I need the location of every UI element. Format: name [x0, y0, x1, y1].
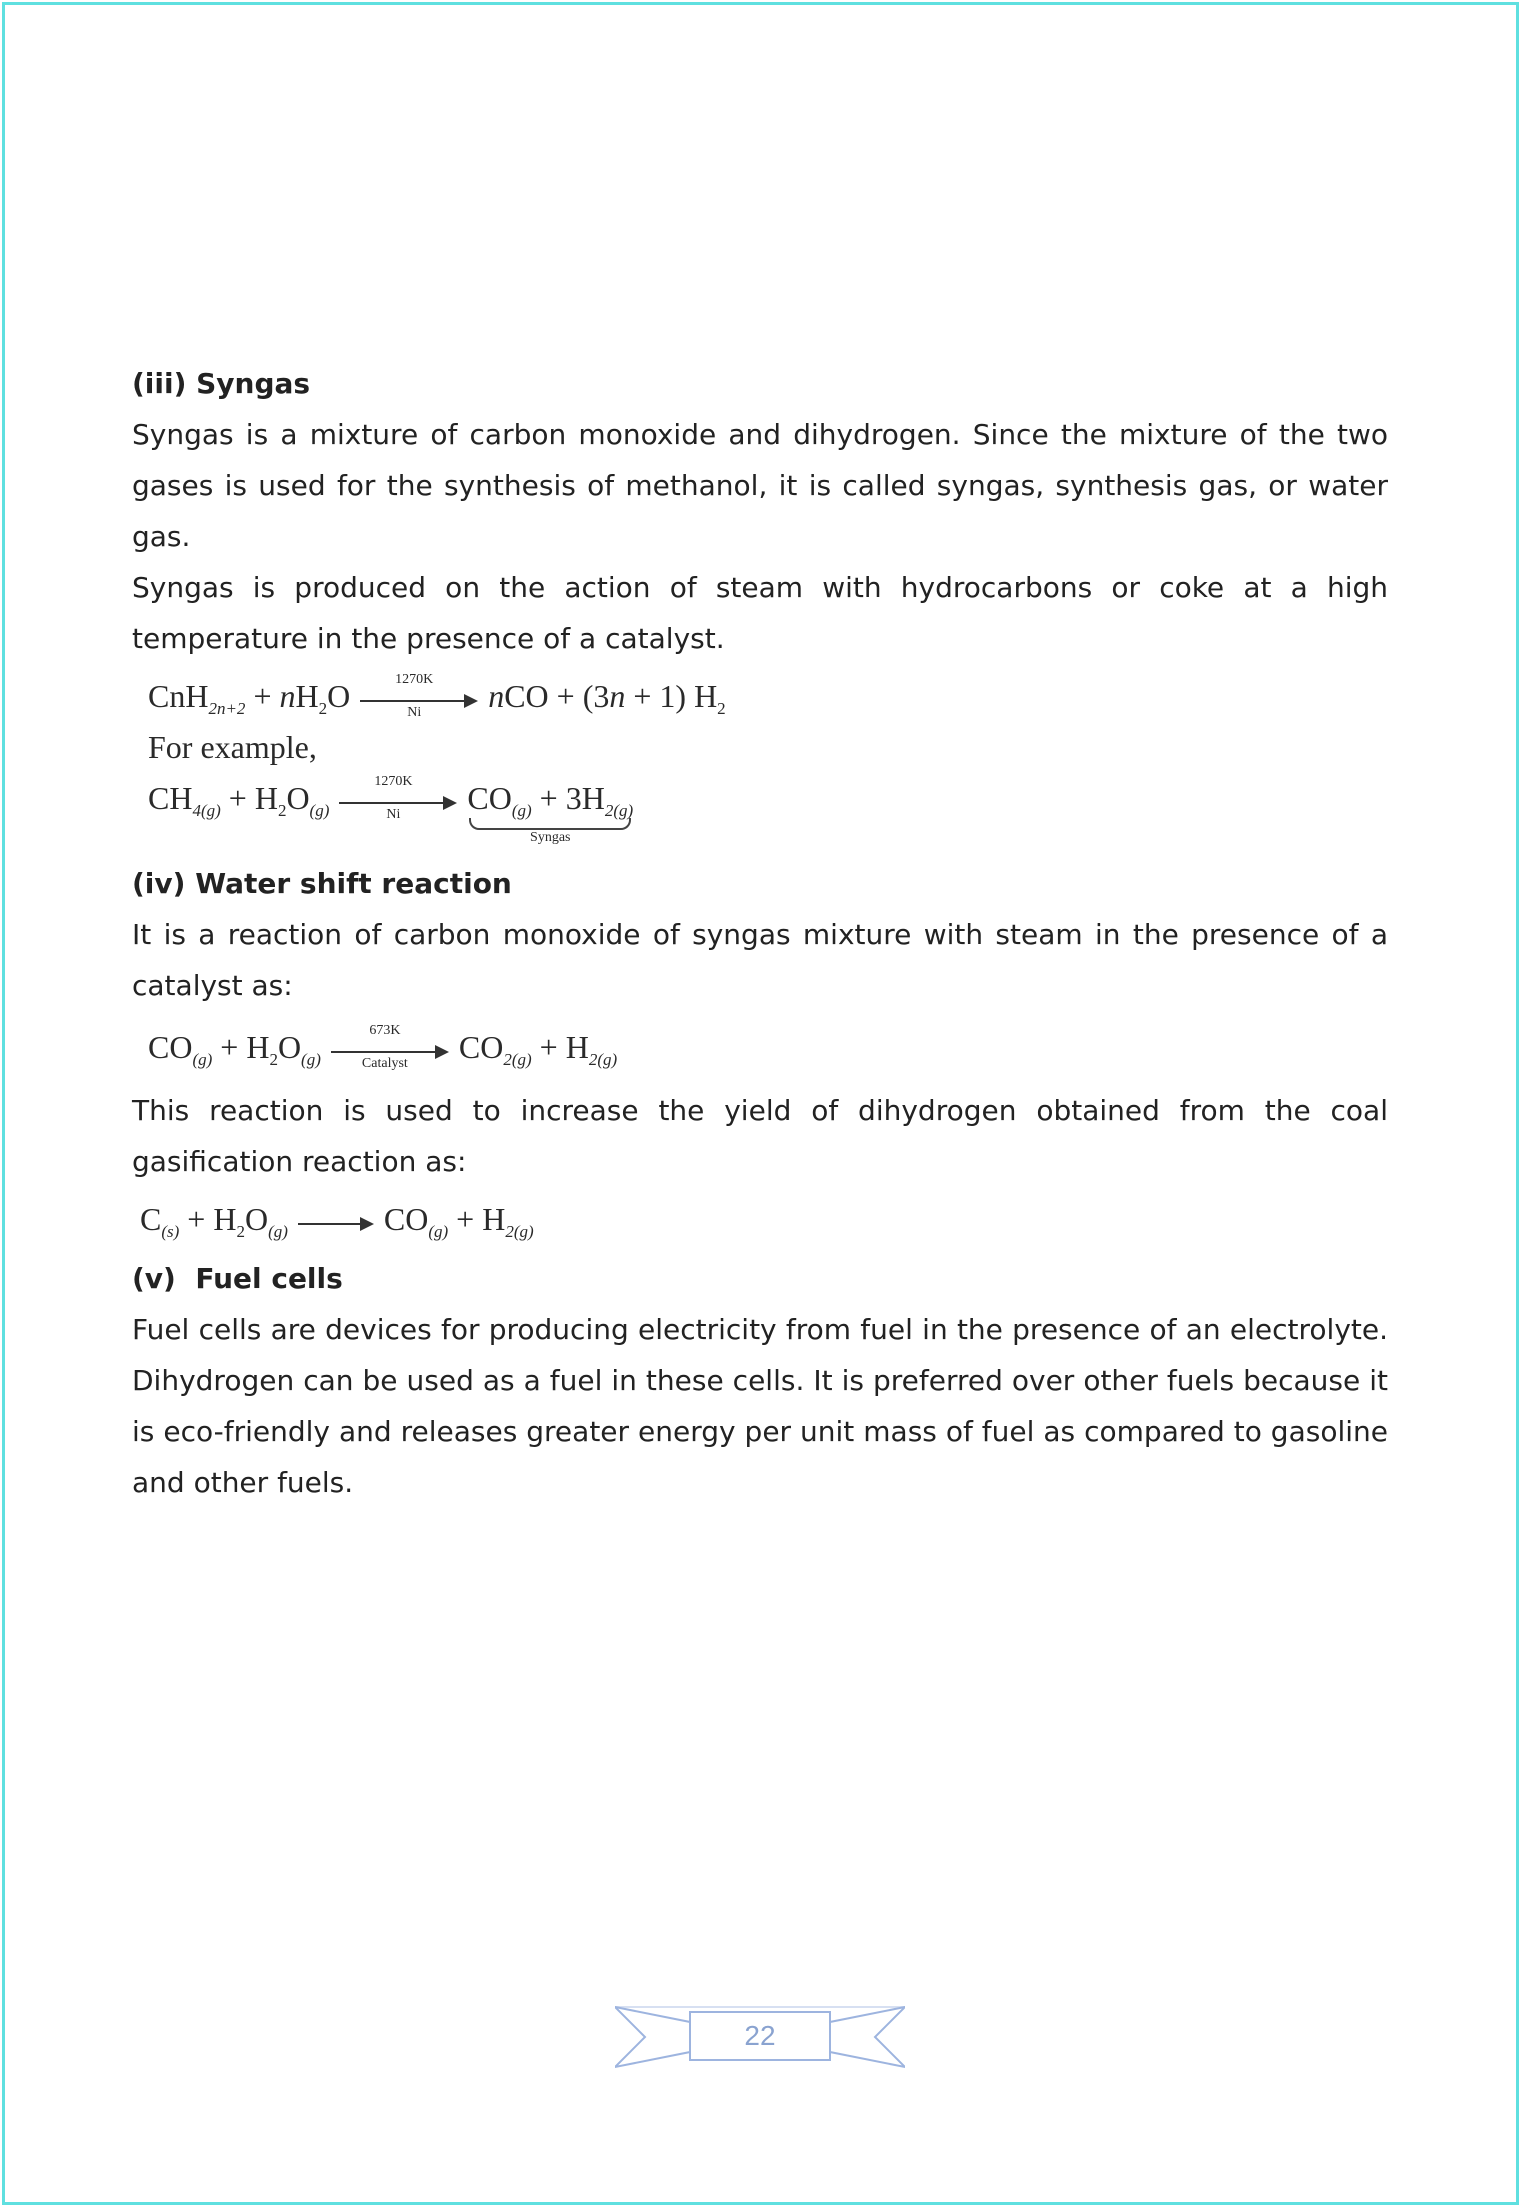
water-shift-paragraph-1: It is a reaction of carbon monoxide of syngas mixture with steam in the presence of a catalyst as:: [132, 918, 1388, 1002]
equation-water-shift: $CO_{(g)} + H_2O_{(g)}$ 673K Catalyst $CO_{2(g)} + H_{2(g)}$: [148, 1022, 618, 1071]
arrow-condition-top: 1270K: [374, 773, 413, 789]
arrow-condition-bottom: Ni: [386, 806, 401, 822]
page-number: 22: [744, 2020, 776, 2051]
reaction-arrow: [339, 773, 457, 822]
page-content: [132, 358, 1388, 1508]
equation-coal-gasification: $C_{(s)} + H_2O_{(g)}$ $CO_{(g)} + H_{2(g)}$: [140, 1201, 534, 1241]
syngas-paragraph-1: Syngas is a mixture of carbon monoxide and dihydrogen. Since the mixture of the two gases is used for the synthesis of methanol, it is called syngas, synthesis gas, or water gas.: [132, 418, 1388, 553]
syngas-heading: (iii) Syngas: [132, 367, 311, 400]
syngas-brace: $CO_{(g)} + 3H_{2(g)}$ Syngas: [467, 780, 634, 845]
equation-methane-syngas: $CH_{4(g)} + H_2O_{(g)}$ $\frac{1270K}{Ni}$ $CO_{(g)} + 3H_{2(g)}$ Syngas: [148, 773, 634, 845]
arrow-condition-top: 673K: [369, 1022, 401, 1038]
fuel-cells-heading: (v) Fuel cells: [132, 1262, 343, 1295]
reaction-arrow: [360, 671, 478, 720]
reaction-arrow: [298, 1211, 374, 1235]
arrow-condition-bottom: Ni: [407, 704, 422, 720]
water-shift-paragraph-2: This reaction is used to increase the yield of dihydrogen obtained from the coal gasification reaction as:: [132, 1094, 1388, 1178]
reaction-arrow: [331, 1022, 449, 1071]
arrow-condition-bottom: Catalyst: [361, 1055, 408, 1071]
page-number-ribbon: [615, 1997, 905, 2077]
syngas-paragraph-2: Syngas is produced on the action of steam with hydrocarbons or coke at a high temperature in the presence of a catalyst.: [132, 571, 1388, 655]
brace-label: Syngas: [530, 830, 571, 845]
fuel-cells-paragraph: Fuel cells are devices for producing electricity from fuel in the presence of an electrolyte. Dihydrogen can be used as a fuel in these cells. It is preferred over other fuels because it is eco-friendly and releases greater energy per unit mass of fuel as compared to gasoline and other fuels.: [132, 1313, 1388, 1499]
water-shift-heading: (iv) Water shift reaction: [132, 867, 512, 900]
example-label: For example,: [148, 729, 317, 765]
arrow-condition-top: 1270K: [395, 671, 434, 687]
equation-general-syngas: $CnH_{2n+2} + nH_2O$ $\frac{1270K}{Ni}$ nCO + (3n + 1) $H_2$: [148, 671, 726, 720]
